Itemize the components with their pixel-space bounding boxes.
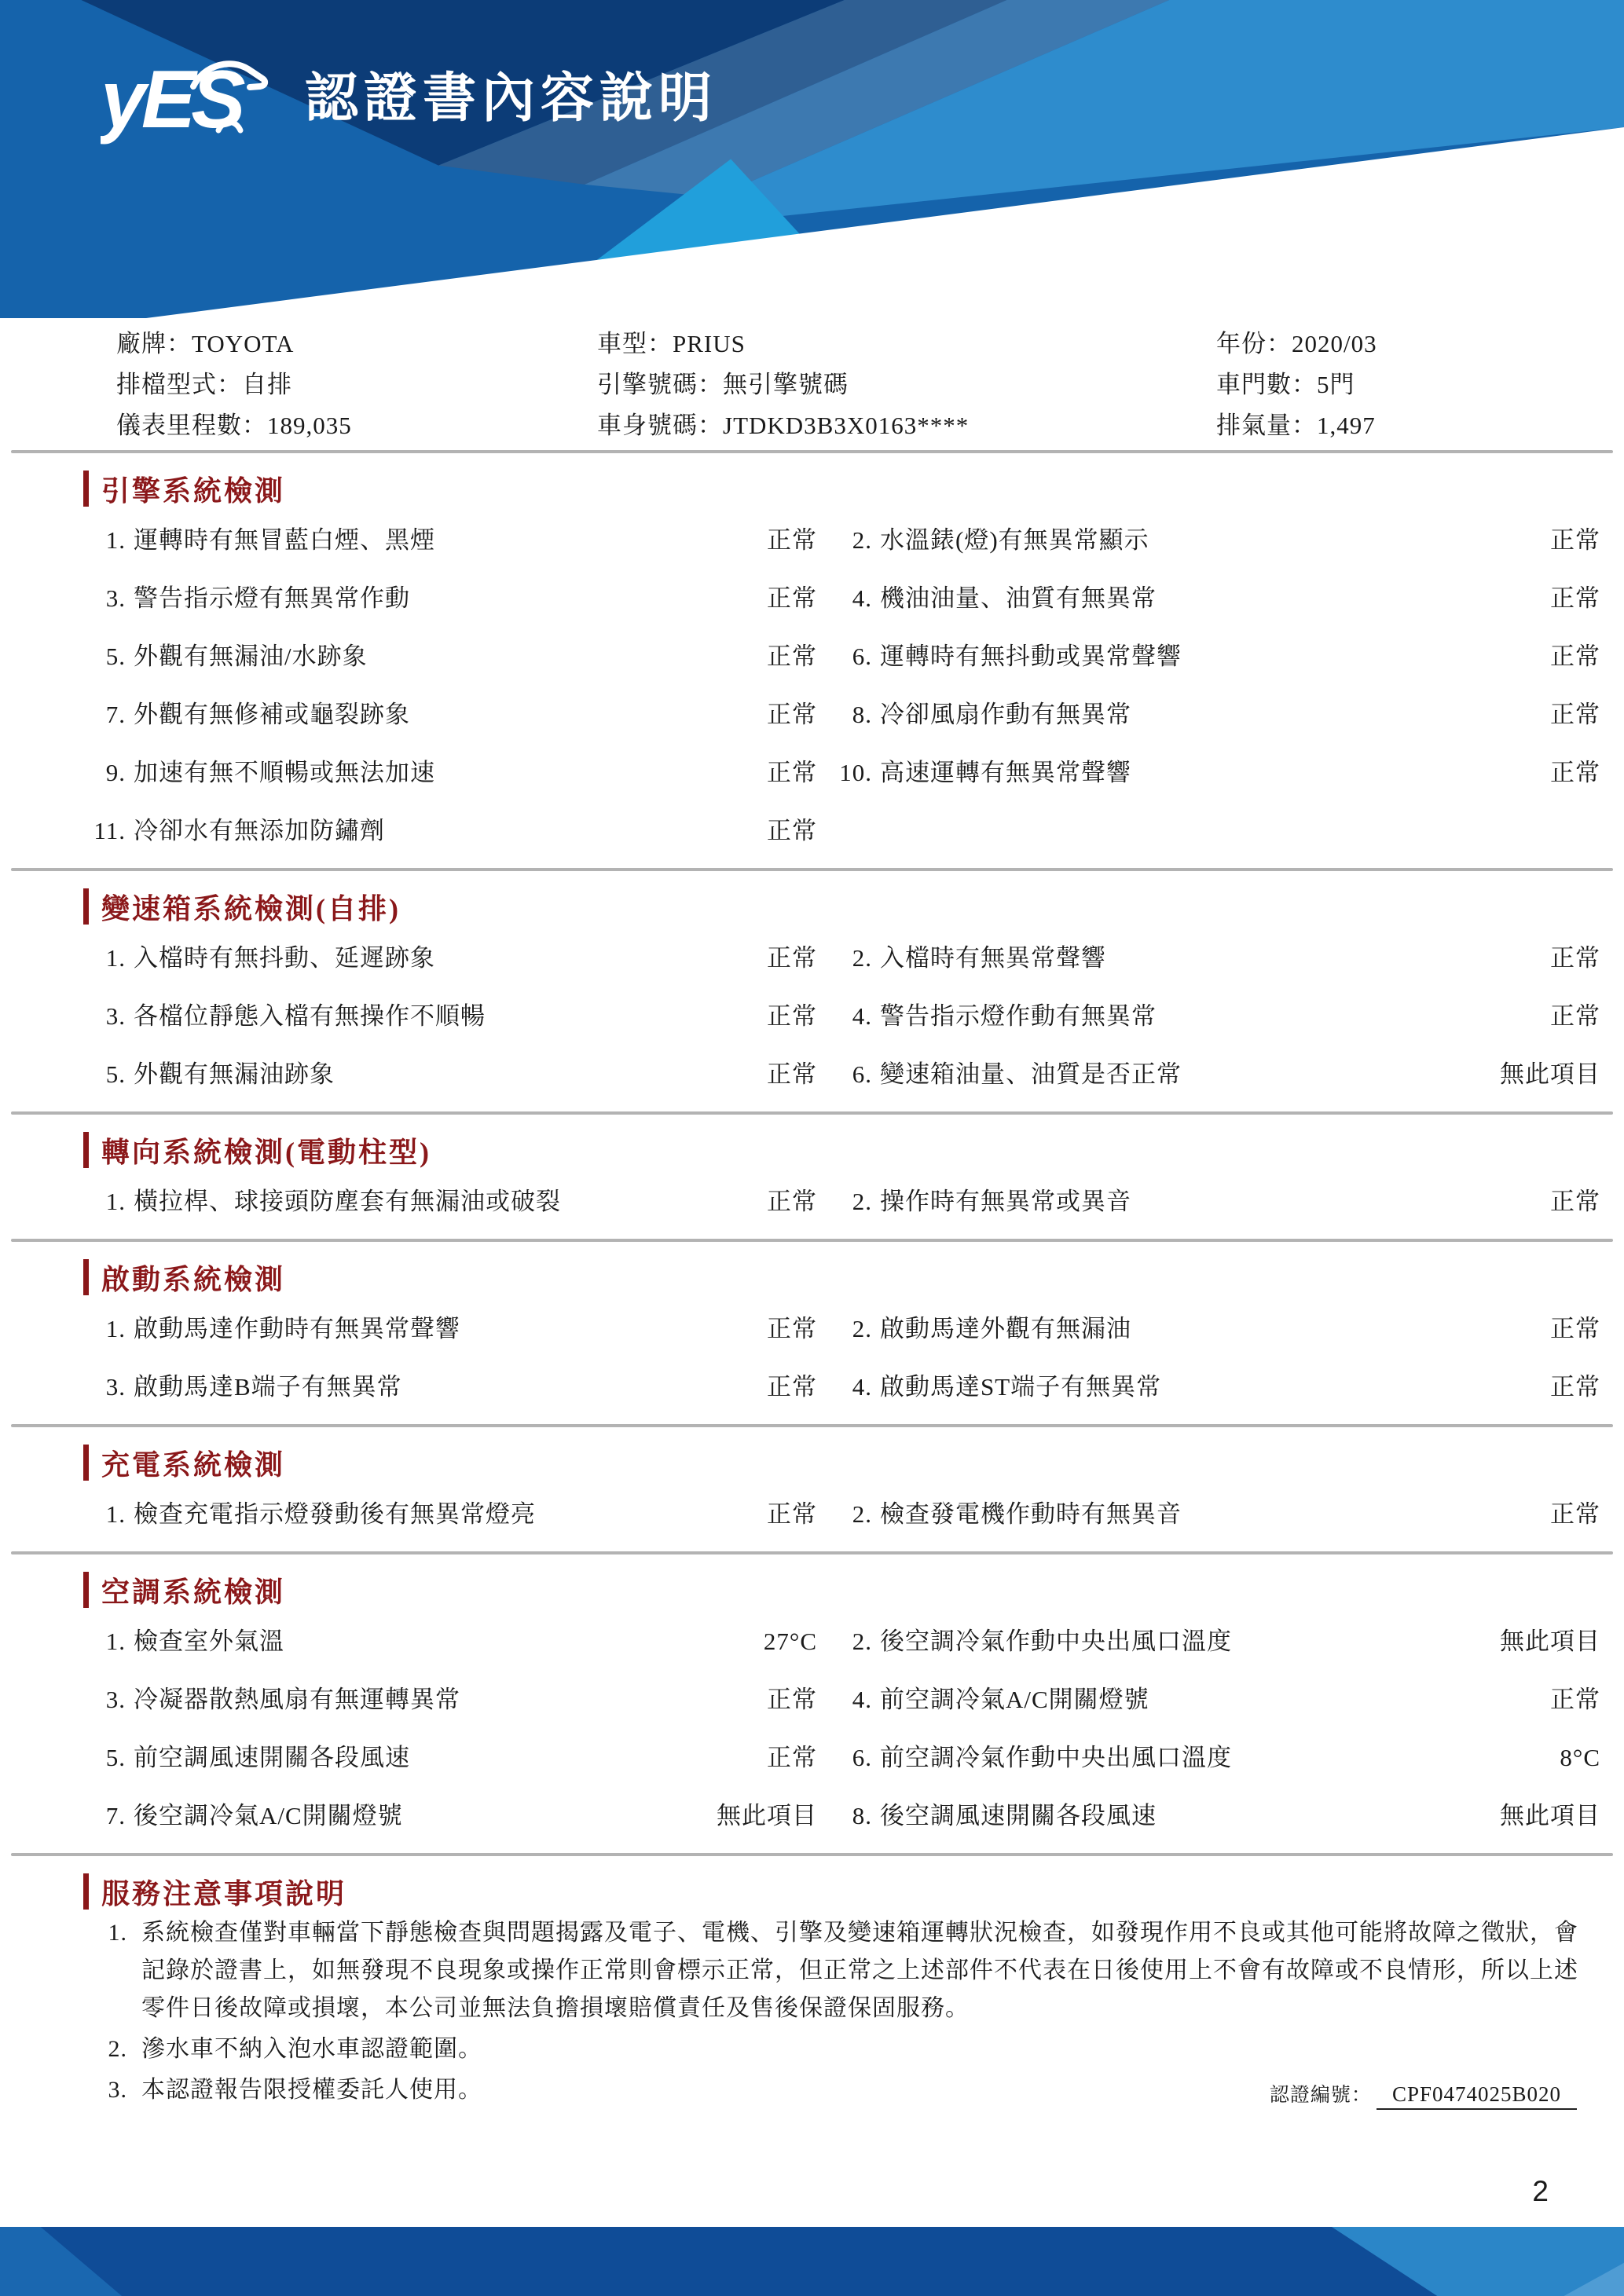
divider	[11, 1853, 1613, 1856]
item-number: 2.	[852, 1628, 872, 1655]
item-label: 冷凝器散熱風扇有無運轉異常	[134, 1686, 460, 1713]
page-number: 2	[1532, 2175, 1549, 2207]
item-label: 警告指示燈有無異常作動	[134, 584, 410, 612]
item-result: 正常	[1550, 1686, 1600, 1713]
section-title: 充電系統檢測	[83, 1445, 1600, 1481]
item-number: 4.	[852, 1686, 872, 1713]
item-result: 正常	[767, 526, 817, 554]
item-label: 操作時有無異常或異音	[880, 1188, 1131, 1215]
item-number: 2.	[852, 1188, 872, 1215]
item-label: 前空調冷氣作動中央出風口溫度	[880, 1744, 1232, 1771]
item-number: 4.	[852, 584, 872, 612]
service-notes	[0, 1873, 1624, 2109]
item-result: 無此項目	[1500, 1060, 1600, 1088]
item-result: 正常	[1550, 526, 1600, 554]
item-result: 正常	[1550, 1188, 1600, 1215]
item-label: 變速箱油量、油質是否正常	[880, 1060, 1182, 1088]
item-result: 正常	[767, 1373, 817, 1401]
vehicle-info-item: 廠牌：TOYOTA	[116, 330, 295, 357]
item-number: 3.	[105, 1002, 126, 1030]
divider	[11, 450, 1613, 453]
item-result: 正常	[767, 1500, 817, 1528]
brand-area	[101, 41, 717, 151]
item-label: 高速運轉有無異常聲響	[880, 759, 1131, 786]
note-text: 滲水車不納入泡水車認證範圍。	[141, 2036, 482, 2062]
item-label: 水溫錶(燈)有無異常顯示	[880, 526, 1149, 554]
section-rows	[83, 1300, 1600, 1416]
item-label: 啟動馬達外觀有無漏油	[880, 1315, 1131, 1342]
item-result: 正常	[1550, 1002, 1600, 1030]
item-label: 運轉時有無冒藍白煙、黑煙	[134, 526, 435, 554]
vehicle-info-grid	[116, 331, 1600, 439]
item-label: 啟動馬達ST端子有無異常	[880, 1373, 1162, 1401]
item-result: 正常	[767, 1686, 817, 1713]
inspection-section	[0, 1132, 1624, 1231]
divider	[11, 1551, 1613, 1554]
certificate-number-value: CPF0474025B020	[1377, 2082, 1577, 2110]
vehicle-info-item: 儀表里程數：189,035	[116, 412, 352, 439]
note-number: 1.	[108, 1920, 127, 1946]
item-label: 冷卻風扇作動有無異常	[880, 701, 1131, 728]
item-number: 10.	[839, 759, 872, 786]
inspection-section	[0, 471, 1624, 860]
item-label: 入檔時有無抖動、延遲跡象	[134, 944, 435, 972]
item-number: 6.	[852, 643, 872, 670]
item-number: 2.	[852, 1500, 872, 1528]
vehicle-info-item: 排檔型式：自排	[116, 371, 292, 398]
item-label	[880, 802, 1467, 860]
item-number: 3.	[105, 584, 126, 612]
item-label: 運轉時有無抖動或異常聲響	[880, 643, 1182, 670]
certificate-number-label: 認證編號：	[1269, 2085, 1372, 2106]
divider	[11, 1111, 1613, 1115]
item-label: 檢查室外氣溫	[134, 1628, 284, 1655]
vehicle-info-item: 車型：PRIUS	[597, 330, 746, 357]
item-number: 2.	[852, 1315, 872, 1342]
item-label: 加速有無不順暢或無法加速	[134, 759, 435, 786]
item-label: 橫拉桿、球接頭防塵套有無漏油或破裂	[134, 1188, 561, 1215]
item-number: 5.	[105, 1060, 126, 1088]
note-row	[83, 1914, 1600, 2027]
item-number: 7.	[105, 1802, 126, 1829]
item-result: 無此項目	[717, 1802, 817, 1829]
inspection-section	[0, 1259, 1624, 1416]
vehicle-info-item: 排氣量：1,497	[1216, 412, 1376, 439]
item-label: 機油油量、油質有無異常	[880, 584, 1157, 612]
item-result: 8°C	[1560, 1744, 1600, 1771]
item-result	[1467, 802, 1600, 860]
item-number: 3.	[105, 1373, 126, 1401]
item-number: 2.	[852, 944, 872, 972]
item-result: 無此項目	[1500, 1802, 1600, 1829]
section-title: 空調系統檢測	[83, 1572, 1600, 1608]
item-label: 檢查充電指示燈發動後有無異常燈亮	[134, 1500, 536, 1528]
inspection-section	[0, 1445, 1624, 1543]
item-result: 27°C	[763, 1628, 817, 1655]
footer-right-region	[0, 2227, 1624, 2296]
item-label: 後空調冷氣A/C開關燈號	[134, 1802, 403, 1829]
note-rows	[83, 1914, 1600, 2109]
vehicle-info-item: 車門數：5門	[1216, 371, 1355, 398]
item-label: 前空調風速開關各段風速	[134, 1744, 410, 1771]
item-number: 5.	[105, 643, 126, 670]
item-result: 正常	[767, 759, 817, 786]
item-label: 啟動馬達作動時有無異常聲響	[134, 1315, 460, 1342]
item-number: 4.	[852, 1373, 872, 1401]
item-number: 8.	[852, 701, 872, 728]
item-label: 啟動馬達B端子有無異常	[134, 1373, 402, 1401]
divider	[11, 1424, 1613, 1427]
item-result: 正常	[1550, 944, 1600, 972]
note-text: 本認證報告限授權委託人使用。	[141, 2077, 482, 2103]
item-number: 7.	[105, 701, 126, 728]
note-text: 系統檢查僅對車輛當下靜態檢查與問題揭露及電子、電機、引擎及變速箱運轉狀況檢查，如發現作用不良或其他可能將故障之徵狀，會記錄於證書上，如無發現不良現象或操作正常則會標示正常，但正常之上述部件不代表在日後使用上不會有故障或不良情形，所以上述零件日後故障或損壞，本公司並無法負擔損壞賠償責任及售後保證保固服務。	[141, 1920, 1578, 2021]
item-result: 正常	[1550, 1373, 1600, 1401]
item-result: 正常	[767, 584, 817, 612]
item-number: 1.	[105, 526, 126, 554]
item-result: 正常	[1550, 1315, 1600, 1342]
yes-logo	[101, 42, 283, 149]
divider	[11, 1239, 1613, 1242]
item-result: 正常	[1550, 759, 1600, 786]
item-number: 8.	[852, 1802, 872, 1829]
inspection-section	[0, 888, 1624, 1104]
header-banner	[0, 0, 1624, 318]
item-number: 1.	[105, 944, 126, 972]
item-result: 正常	[1550, 701, 1600, 728]
item-result: 正常	[1550, 1500, 1600, 1528]
item-result: 正常	[767, 817, 817, 844]
page-title: 認證書內容說明	[305, 68, 718, 128]
section-rows	[83, 1485, 1600, 1543]
item-label: 各檔位靜態入檔有無操作不順暢	[134, 1002, 486, 1030]
item-result: 正常	[767, 1002, 817, 1030]
item-label: 後空調風速開關各段風速	[880, 1802, 1157, 1829]
item-number: 3.	[105, 1686, 126, 1713]
item-result: 正常	[767, 1315, 817, 1342]
item-number: 6.	[852, 1060, 872, 1088]
vehicle-info-item: 年份：2020/03	[1216, 330, 1377, 357]
note-row	[83, 2071, 1600, 2109]
item-number: 11.	[93, 817, 126, 844]
item-result: 正常	[767, 1744, 817, 1771]
item-result: 正常	[767, 1060, 817, 1088]
section-rows	[83, 1613, 1600, 1845]
item-label: 檢查發電機作動時有無異音	[880, 1500, 1182, 1528]
item-label: 警告指示燈作動有無異常	[880, 1002, 1157, 1030]
item-number: 4.	[852, 1002, 872, 1030]
divider	[11, 868, 1613, 871]
item-number: 1.	[105, 1188, 126, 1215]
item-label: 入檔時有無異常聲響	[880, 944, 1106, 972]
item-number: 1.	[105, 1315, 126, 1342]
vehicle-info-item: 車身號碼：JTDKD3B3X0163****	[597, 412, 970, 439]
item-result: 正常	[767, 643, 817, 670]
vehicle-info-item: 引擎號碼：無引擎號碼	[597, 371, 849, 398]
section-rows	[83, 511, 1600, 860]
item-result: 正常	[767, 701, 817, 728]
item-label: 冷卻水有無添加防鏽劑	[134, 817, 385, 844]
section-rows	[83, 929, 1600, 1104]
inspection-sections	[0, 471, 1624, 1856]
footer-band	[0, 2227, 1624, 2296]
section-title: 啟動系統檢測	[83, 1259, 1600, 1295]
item-number: 2.	[852, 526, 872, 554]
svg-text:yES: yES	[101, 54, 241, 145]
item-label: 外觀有無漏油/水跡象	[134, 643, 368, 670]
item-label: 外觀有無漏油跡象	[134, 1060, 335, 1088]
item-result: 正常	[1550, 584, 1600, 612]
item-number	[817, 802, 880, 860]
item-number: 9.	[105, 759, 126, 786]
item-result: 正常	[767, 1188, 817, 1215]
note-number: 2.	[108, 2036, 127, 2062]
inspection-section	[0, 1572, 1624, 1845]
section-rows	[83, 1173, 1600, 1231]
item-result: 無此項目	[1500, 1628, 1600, 1655]
note-number: 3.	[108, 2077, 127, 2103]
item-result: 正常	[767, 944, 817, 972]
item-number: 1.	[105, 1500, 126, 1528]
section-title: 變速箱系統檢測(自排)	[83, 888, 1600, 925]
section-title: 服務注意事項說明	[83, 1873, 1600, 1910]
item-label: 後空調冷氣作動中央出風口溫度	[880, 1628, 1232, 1655]
item-number: 5.	[105, 1744, 126, 1771]
section-title: 引擎系統檢測	[83, 471, 1600, 507]
section-title: 轉向系統檢測(電動柱型)	[83, 1132, 1600, 1168]
item-number: 6.	[852, 1744, 872, 1771]
item-label: 前空調冷氣A/C開關燈號	[880, 1686, 1149, 1713]
item-number: 1.	[105, 1628, 126, 1655]
note-row	[83, 2031, 1600, 2068]
item-label: 外觀有無修補或龜裂跡象	[134, 701, 410, 728]
item-result: 正常	[1550, 643, 1600, 670]
